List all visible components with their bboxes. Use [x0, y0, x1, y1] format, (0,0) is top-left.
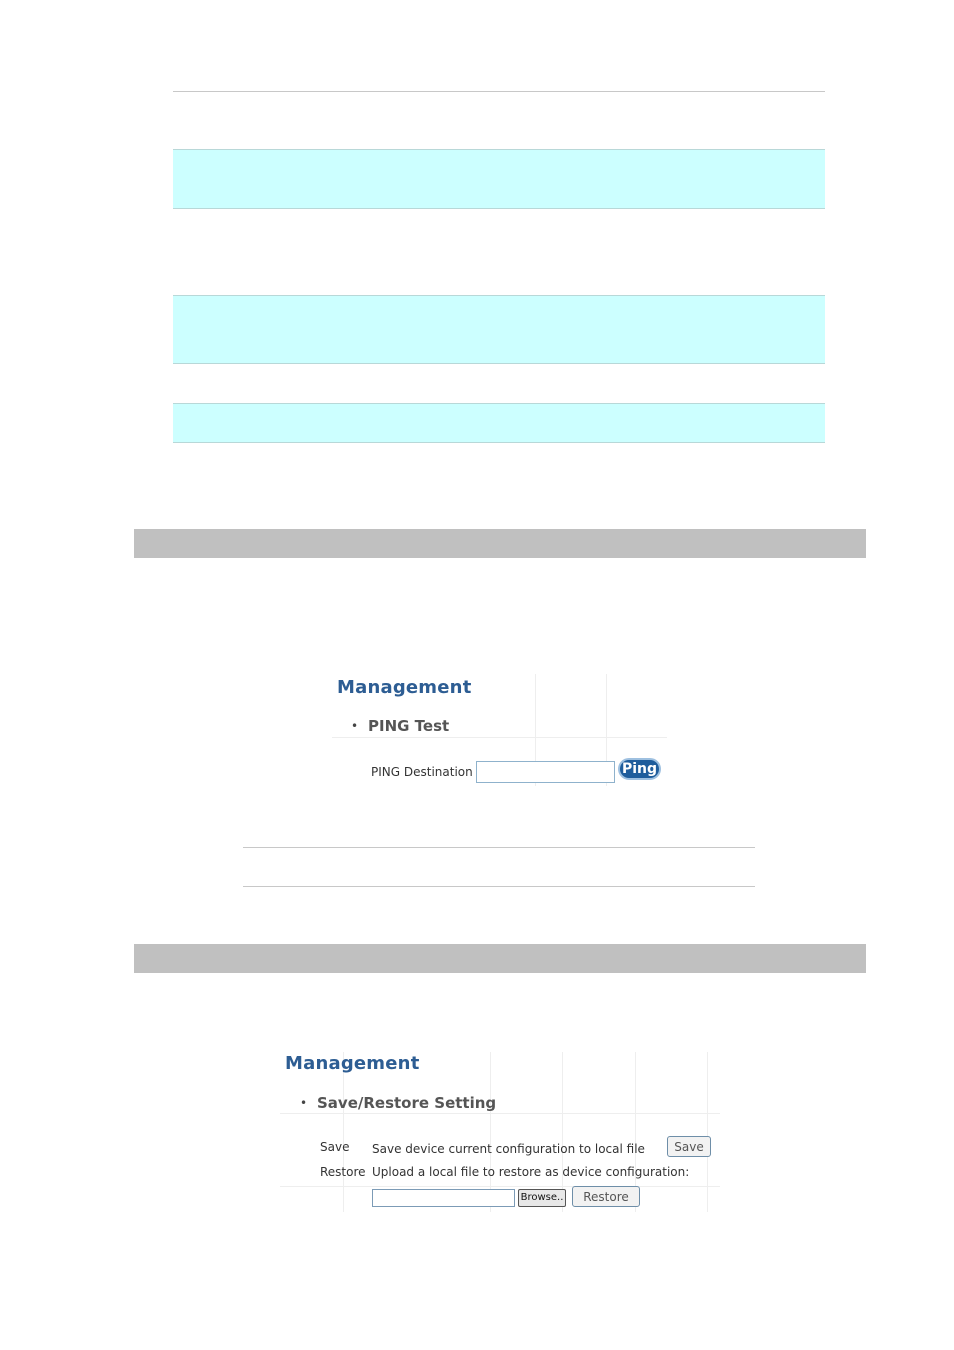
save-button[interactable]: Save	[667, 1136, 711, 1157]
grid-line	[332, 737, 667, 738]
grid-line	[280, 1113, 720, 1114]
ping-destination-input[interactable]	[476, 761, 615, 783]
restore-description: Upload a local file to restore as device configuration:	[372, 1165, 690, 1179]
browse-button[interactable]: Browse..	[518, 1189, 566, 1207]
grid-line	[490, 1052, 491, 1212]
table-top-rule	[173, 91, 825, 92]
table-rule	[243, 847, 755, 848]
page-title: Management	[337, 677, 472, 698]
table-row-shaded-3	[173, 403, 825, 443]
save-label: Save	[320, 1140, 350, 1154]
bullet: •	[351, 719, 359, 733]
page-title: Management	[285, 1053, 420, 1074]
section-title: PING Test	[368, 717, 450, 735]
restore-button[interactable]: Restore	[572, 1186, 640, 1207]
grid-line	[280, 1186, 720, 1187]
table-rule	[243, 886, 755, 887]
table-row-shaded-2	[173, 295, 825, 364]
save-description: Save device current configuration to local file	[372, 1142, 645, 1156]
ping-destination-label: PING Destination	[371, 765, 473, 779]
restore-label: Restore	[320, 1165, 366, 1179]
table-row-shaded-1	[173, 149, 825, 209]
section-header-bar	[134, 529, 866, 558]
grid-line	[343, 1052, 344, 1212]
bullet: •	[300, 1096, 308, 1110]
section-header-bar	[134, 944, 866, 973]
grid-line	[562, 1052, 563, 1212]
section-title: Save/Restore Setting	[317, 1094, 497, 1112]
grid-line	[707, 1052, 708, 1212]
ping-button[interactable]: Ping	[618, 758, 661, 780]
restore-file-input[interactable]	[372, 1189, 515, 1207]
